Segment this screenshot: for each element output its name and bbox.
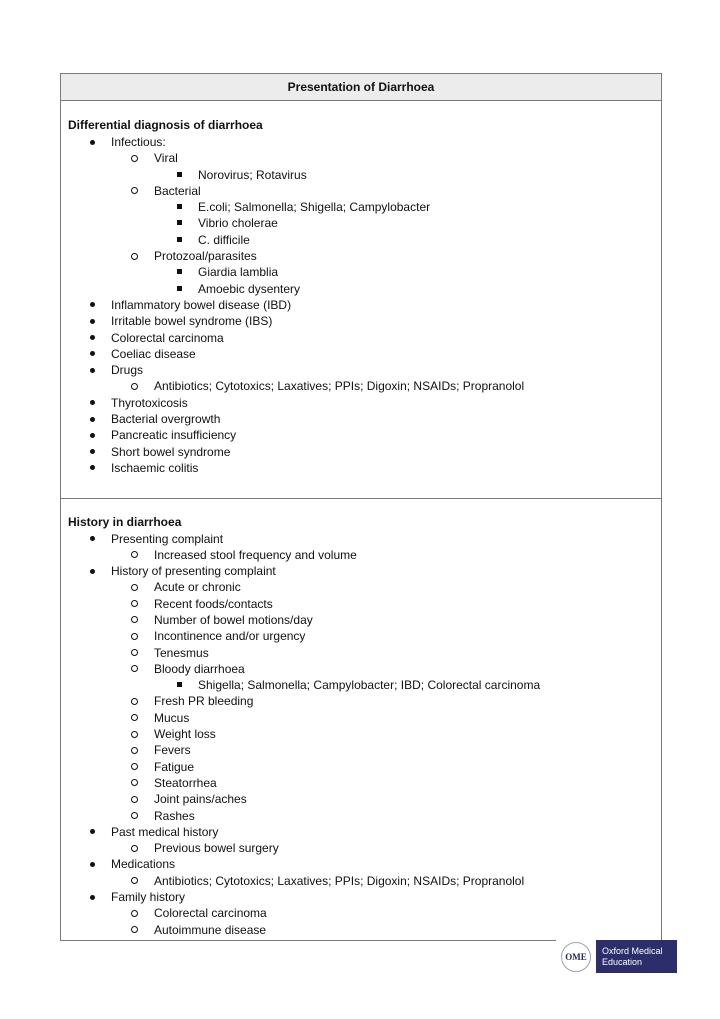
- sub-sub-list-item: [61, 677, 540, 693]
- bullet-square-icon: [177, 237, 182, 242]
- bullet-disc-icon: [90, 829, 95, 834]
- bullet-circle-icon: [131, 383, 138, 390]
- item-label: Previous bowel surgery: [154, 841, 279, 856]
- bullet-disc-icon: [90, 417, 95, 422]
- history-list: [61, 531, 540, 938]
- list-item: [61, 411, 524, 427]
- list-item: [61, 395, 524, 411]
- item-label: Pancreatic insufficiency: [111, 428, 237, 443]
- bullet-circle-icon: [131, 796, 138, 803]
- item-label: Weight loss: [154, 727, 216, 742]
- item-label: Short bowel syndrome: [111, 444, 231, 459]
- item-label: Viral: [154, 151, 178, 166]
- sub-sub-list-item: [61, 281, 524, 297]
- item-label: Mucus: [154, 710, 190, 725]
- bullet-circle-icon: [131, 877, 138, 884]
- sub-list: [61, 579, 540, 823]
- bullet-disc-icon: [90, 335, 95, 340]
- bullet-square-icon: [177, 682, 182, 687]
- bullet-circle-icon: [131, 779, 138, 786]
- item-label: Protozoal/parasites: [154, 249, 257, 264]
- bullet-disc-icon: [90, 433, 95, 438]
- sub-list: [61, 378, 524, 394]
- list-item: [61, 531, 540, 564]
- list-item: [61, 856, 540, 889]
- bullet-disc-icon: [90, 465, 95, 470]
- bullet-circle-icon: [131, 584, 138, 591]
- bullet-circle-icon: [131, 253, 138, 260]
- item-label: Shigella; Salmonella; Campylobacter; IBD; Colorectal carcinoma: [198, 678, 541, 693]
- sub-list-item: [61, 905, 540, 921]
- item-label: Giardia lamblia: [198, 265, 279, 280]
- differential-list: [61, 134, 524, 476]
- differential-title: Differential diagnosis of diarrhoea: [68, 118, 263, 132]
- bullet-disc-icon: [90, 862, 95, 867]
- sub-list-item: [61, 693, 540, 709]
- sub-list-item: [61, 150, 524, 183]
- bullet-circle-icon: [131, 714, 138, 721]
- item-label: Medications: [111, 857, 176, 872]
- item-label: Tenesmus: [154, 645, 209, 660]
- bullet-square-icon: [177, 269, 182, 274]
- sub-list-item: [61, 759, 540, 775]
- logo-text: [596, 940, 677, 973]
- item-label: Fresh PR bleeding: [154, 694, 254, 709]
- sub-sub-list-item: [61, 199, 524, 215]
- bullet-disc-icon: [90, 536, 95, 541]
- bullet-circle-icon: [131, 155, 138, 162]
- bullet-circle-icon: [131, 600, 138, 607]
- list-item: [61, 427, 524, 443]
- logo-mark: [556, 940, 596, 973]
- item-label: Joint pains/aches: [154, 792, 247, 807]
- item-label: Ischaemic colitis: [111, 460, 199, 475]
- item-label: Steatorrhea: [154, 775, 217, 790]
- sub-list: [61, 167, 524, 183]
- bullet-circle-icon: [131, 551, 138, 558]
- item-label: Antibiotics; Cytotoxics; Laxatives; PPIs; Digoxin; NSAIDs; Propranolol: [154, 873, 525, 888]
- list-item: [61, 346, 524, 362]
- item-label: Presenting complaint: [111, 531, 224, 546]
- list-item: [61, 134, 524, 297]
- item-label: Colorectal carcinoma: [154, 906, 267, 921]
- table-header: [61, 74, 661, 101]
- sub-list-item: [61, 612, 540, 628]
- sub-list-item: [61, 922, 540, 938]
- sub-list: [61, 199, 524, 248]
- sub-list-item: [61, 808, 540, 824]
- sub-list-item: [61, 742, 540, 758]
- item-label: Norovirus; Rotavirus: [198, 167, 307, 182]
- sub-sub-list-item: [61, 264, 524, 280]
- bullet-circle-icon: [131, 616, 138, 623]
- bullet-square-icon: [177, 204, 182, 209]
- sub-list-item: [61, 726, 540, 742]
- sub-list-item: [61, 248, 524, 297]
- item-label: Bacterial overgrowth: [111, 412, 221, 427]
- bullet-disc-icon: [90, 400, 95, 405]
- sub-list-item: [61, 378, 524, 394]
- sub-list: [61, 905, 540, 938]
- list-item: [61, 889, 540, 938]
- history-title: History in diarrhoea: [68, 515, 182, 529]
- bullet-circle-icon: [131, 698, 138, 705]
- sub-list-item: [61, 596, 540, 612]
- item-label: Amoebic dysentery: [198, 281, 301, 296]
- bullet-square-icon: [177, 220, 182, 225]
- list-item: [61, 563, 540, 824]
- list-item: [61, 362, 524, 395]
- sub-list-item: [61, 710, 540, 726]
- item-label: Rashes: [154, 808, 195, 823]
- item-label: Drugs: [111, 363, 144, 378]
- bullet-circle-icon: [131, 187, 138, 194]
- bullet-circle-icon: [131, 633, 138, 640]
- sub-list: [61, 873, 540, 889]
- list-item: [61, 313, 524, 329]
- item-label: Recent foods/contacts: [154, 596, 273, 611]
- item-label: Inflammatory bowel disease (IBD): [111, 297, 292, 312]
- bullet-disc-icon: [90, 895, 95, 900]
- item-label: Bloody diarrhoea: [154, 661, 245, 676]
- sub-list-item: [61, 840, 540, 856]
- item-label: Antibiotics; Cytotoxics; Laxatives; PPIs; Digoxin; NSAIDs; Propranolol: [154, 379, 525, 394]
- sub-list: [61, 677, 540, 693]
- sub-list-item: [61, 661, 540, 694]
- sub-list-item: [61, 645, 540, 661]
- bullet-square-icon: [177, 286, 182, 291]
- logo-emblem-icon: OME: [561, 942, 591, 972]
- item-label: Acute or chronic: [154, 580, 241, 595]
- sub-list-item: [61, 547, 540, 563]
- list-item: [61, 297, 524, 313]
- item-label: Infectious:: [111, 135, 166, 149]
- bullet-disc-icon: [90, 449, 95, 454]
- bullet-square-icon: [177, 172, 182, 177]
- sub-list: [61, 264, 524, 297]
- sub-list-item: [61, 873, 540, 889]
- bullet-circle-icon: [131, 731, 138, 738]
- item-label: Number of bowel motions/day: [154, 612, 313, 627]
- sub-sub-list-item: [61, 167, 524, 183]
- differential-section: [61, 101, 661, 499]
- sub-list-item: [61, 791, 540, 807]
- bullet-circle-icon: [131, 747, 138, 754]
- sub-sub-list-item: [61, 215, 524, 231]
- bullet-disc-icon: [90, 368, 95, 373]
- bullet-disc-icon: [90, 302, 95, 307]
- sub-list: [61, 547, 540, 563]
- item-label: Coeliac disease: [111, 346, 196, 361]
- list-item: [61, 444, 524, 460]
- bullet-disc-icon: [90, 569, 95, 574]
- bullet-disc-icon: [90, 140, 95, 145]
- ome-logo: [556, 940, 677, 973]
- logo-line-2: Education: [602, 956, 643, 967]
- sub-sub-list-item: [61, 232, 524, 248]
- bullet-circle-icon: [131, 926, 138, 933]
- logo-line-1: Oxford Medical: [602, 945, 663, 956]
- item-label: Fatigue: [154, 759, 195, 774]
- document-table: [60, 73, 662, 941]
- bullet-circle-icon: [131, 812, 138, 819]
- item-label: Vibrio cholerae: [198, 216, 278, 231]
- item-label: Bacterial: [154, 183, 201, 198]
- bullet-circle-icon: [131, 763, 138, 770]
- bullet-circle-icon: [131, 649, 138, 656]
- list-item: [61, 824, 540, 857]
- sub-list-item: [61, 628, 540, 644]
- item-label: Increased stool frequency and volume: [154, 547, 357, 562]
- item-label: E.coli; Salmonella; Shigella; Campylobacter: [198, 200, 431, 215]
- item-label: Past medical history: [111, 824, 219, 839]
- list-item: [61, 330, 524, 346]
- item-label: Autoimmune disease: [154, 922, 267, 937]
- sub-list-item: [61, 775, 540, 791]
- bullet-disc-icon: [90, 319, 95, 324]
- list-item: [61, 460, 524, 476]
- bullet-disc-icon: [90, 351, 95, 356]
- bullet-circle-icon: [131, 665, 138, 672]
- sub-list: [61, 840, 540, 856]
- bullet-circle-icon: [131, 845, 138, 852]
- item-label: Family history: [111, 890, 186, 905]
- sub-list: [61, 150, 524, 297]
- page-title: Presentation of Diarrhoea: [287, 80, 435, 94]
- item-label: Fevers: [154, 743, 191, 758]
- history-section: [61, 499, 661, 940]
- item-label: History of presenting complaint: [111, 564, 276, 579]
- bullet-circle-icon: [131, 910, 138, 917]
- sub-list-item: [61, 183, 524, 248]
- item-label: Colorectal carcinoma: [111, 330, 224, 345]
- item-label: Thyrotoxicosis: [111, 395, 188, 410]
- item-label: Irritable bowel syndrome (IBS): [111, 314, 273, 329]
- item-label: C. difficile: [198, 232, 250, 247]
- sub-list-item: [61, 579, 540, 595]
- item-label: Incontinence and/or urgency: [154, 629, 306, 644]
